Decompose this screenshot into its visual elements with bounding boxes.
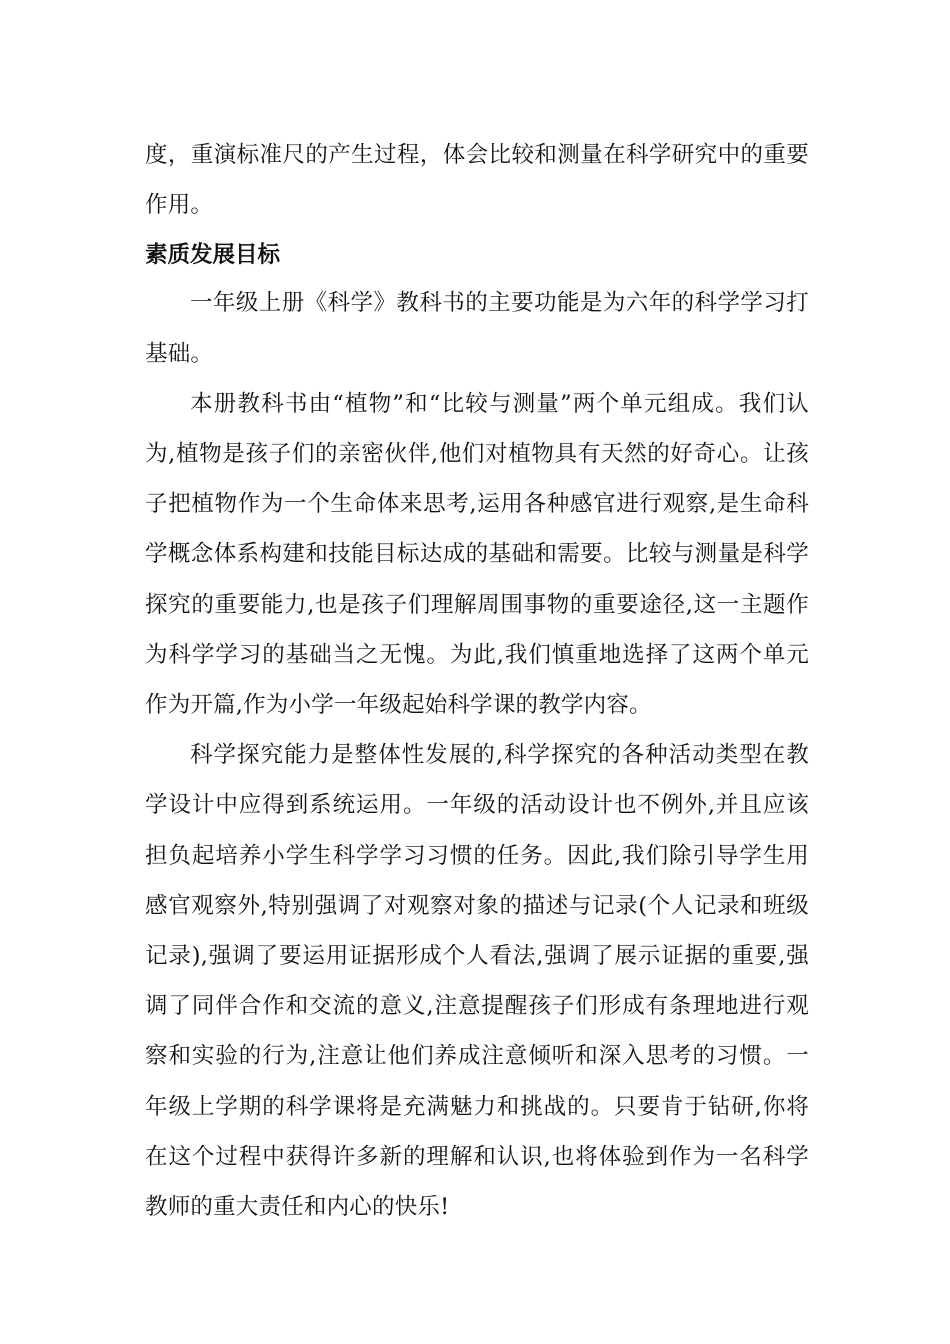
- section-heading: 素质发展目标: [145, 242, 281, 269]
- paragraph-intro: 一年级上册《科学》教科书的主要功能是为六年的科学学习打基础。: [145, 290, 809, 367]
- continuation-paragraph: 度，重演标准尺的产生过程，体会比较和测量在科学研究中的重要作用。: [145, 142, 809, 219]
- page-content: [145, 130, 809, 1232]
- paragraph-units: 本册教科书由“植物”和“比较与测量”两个单元组成。我们认为,植物是孩子们的亲密伙伴,他们对植物具有天然的好奇心。让孩子把植物作为一个生命体来思考,运用各种感官进行观察,是生命科学概念体系构建和技能目标达成的基础和需要。比较与测量是科学探究的重要能力,也是孩子们理解周围事物的重要途径,这一主题作为科学学习的基础当之无愧。为此,我们慎重地选择了这两个单元作为开篇,作为小学一年级起始科学课的教学内容。: [145, 390, 809, 719]
- paragraph-inquiry: 科学探究能力是整体性发展的,科学探究的各种活动类型在教学设计中应得到系统运用。一年级的活动设计也不例外,并且应该担负起培养小学生科学学习习惯的任务。因此,我们除引导学生用感官观察外,特别强调了对观察对象的描述与记录(个人记录和班级记录),强调了要运用证据形成个人看法,强调了展示证据的重要,强调了同伴合作和交流的意义,注意提醒孩子们形成有条理地进行观察和实验的行为,注意让他们养成注意倾听和深入思考的习惯。一年级上学期的科学课将是充满魅力和挑战的。只要肯于钻研,你将在这个过程中获得许多新的理解和认识,也将体验到作为一名科学教师的重大责任和内心的快乐!: [145, 742, 809, 1221]
